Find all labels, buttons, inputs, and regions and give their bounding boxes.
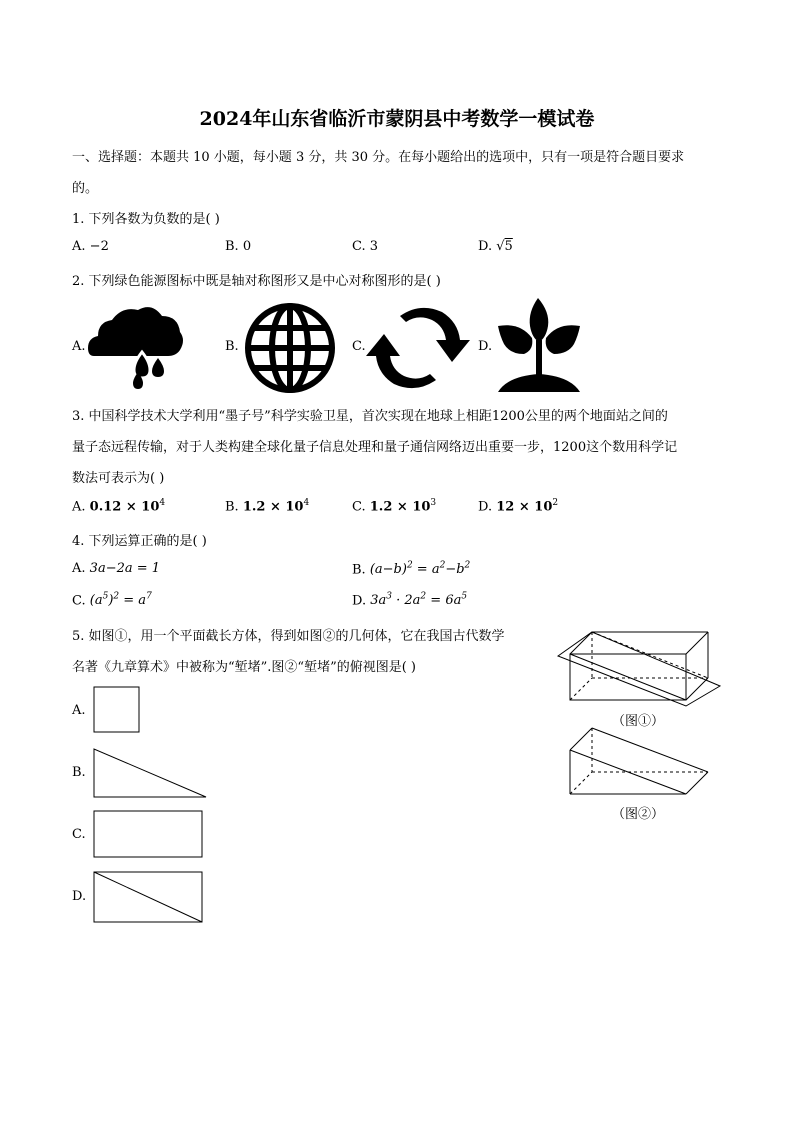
q3-option-a (72, 498, 165, 514)
page-title: 2024年山东省临沂市蒙阴县中考数学一模试卷 (199, 108, 595, 130)
q4-option-b (352, 561, 470, 577)
q3-option-c-value: 1.2 × 10 (369, 499, 431, 515)
q4-option-a-letter: A. (72, 561, 86, 576)
globe-icon (244, 302, 336, 394)
q1-option-a-value: −2 (89, 239, 109, 254)
q1-option-c-letter: C. (352, 239, 366, 254)
q5-option-a-square (93, 686, 141, 734)
q4-option-a-expr: 3a−2a = 1 (89, 561, 161, 576)
q3-option-a-letter: A. (72, 499, 86, 515)
q3-stem-line1: 3. 中国科学技术大学利用“墨子号”科学实验卫星，首次实现在地球上相距1200公里的两个地面站之间的 (72, 409, 668, 424)
q3-option-a-value: 0.12 × 10 (89, 499, 160, 515)
q4-option-b-part2: = a (412, 562, 440, 578)
recycle-arrows-icon (366, 300, 470, 396)
sqrt-symbol: √ (496, 239, 505, 254)
q2-option-d-letter: D. (478, 339, 493, 354)
q4-option-d-exp3: 5 (461, 592, 468, 602)
q4-option-d-exp2: 2 (420, 592, 427, 602)
q4-option-c-exp3: 7 (146, 592, 152, 602)
figure-2-wedge (566, 724, 712, 796)
q2-option-a-letter: A. (72, 339, 86, 354)
q4-option-c (72, 592, 152, 608)
q1-option-c (352, 239, 378, 254)
q1-option-d-letter: D. (478, 239, 493, 254)
q4-option-b-part3: −b (445, 562, 465, 578)
q3-option-b-value: 1.2 × 10 (242, 499, 304, 515)
q5-option-d-rectangle-diagonal (93, 871, 205, 925)
section-heading-line2: 的。 (72, 181, 99, 196)
q5-option-c-letter: C. (72, 827, 86, 842)
q1-option-a-letter: A. (72, 239, 86, 254)
q1-option-b-value: 0 (242, 239, 252, 254)
figure-1-cuboid-section (556, 626, 722, 706)
q2-stem: 2. 下列绿色能源图标中既是轴对称图形又是中心对称图形的是( ) (72, 274, 441, 289)
q4-option-b-exp3: 2 (464, 561, 471, 571)
figure-1-caption: （图①） (612, 714, 665, 729)
q4-option-d-part2: · 2a (392, 593, 421, 609)
q1-option-d (478, 239, 513, 254)
q4-option-d-part3: = 6a (426, 593, 462, 609)
q4-option-b-part1: (a−b) (369, 562, 407, 578)
q3-option-b (225, 498, 309, 514)
q4-option-c-part1: (a (89, 593, 103, 609)
q3-option-d-value: 12 × 10 (496, 499, 553, 515)
q1-option-c-value: 3 (369, 239, 379, 254)
q3-option-d (478, 498, 558, 514)
q1-option-a (72, 239, 109, 254)
q3-option-d-exponent: 2 (552, 498, 559, 508)
q5-stem-line1: 5. 如图①，用一个平面截长方体，得到如图②的几何体，它在我国古代数学 (72, 629, 505, 644)
q3-option-b-exponent: 4 (303, 498, 310, 508)
q4-option-c-letter: C. (72, 593, 86, 609)
q3-option-c-letter: C. (352, 499, 366, 515)
sprout-plant-icon (494, 296, 584, 394)
q4-option-d (352, 592, 467, 608)
q5-stem-line2: 名著《九章算术》中被称为“堑堵”.图②“堑堵”的俯视图是( ) (72, 660, 416, 675)
q2-option-b-letter: B. (225, 339, 239, 354)
q4-option-b-letter: B. (352, 562, 366, 578)
q3-option-d-letter: D. (478, 499, 493, 515)
q4-option-a (72, 561, 160, 576)
q2-option-c-letter: C. (352, 339, 366, 354)
q4-option-d-part1: 3a (370, 593, 387, 609)
q3-option-b-letter: B. (225, 499, 239, 515)
q4-option-d-letter: D. (352, 593, 367, 609)
q3-stem-line3: 数法可表示为( ) (72, 471, 165, 486)
cloud-rain-icon (86, 300, 186, 392)
q4-option-b-exp2: 2 (439, 561, 446, 571)
q4-option-c-exp1: 5 (102, 592, 109, 602)
q3-option-c (352, 498, 436, 514)
q5-option-b-right-triangle (93, 748, 209, 800)
q4-stem: 4. 下列运算正确的是( ) (72, 534, 207, 549)
q4-option-c-part3: = a (119, 593, 147, 609)
q1-option-b-letter: B. (225, 239, 239, 254)
q1-stem: 1. 下列各数为负数的是( ) (72, 212, 220, 227)
q3-stem-line2: 量子态远程传输，对于人类构建全球化量子信息处理和量子通信网络迈出重要一步，1200这个数用科学记 (72, 440, 678, 455)
q1-option-b (225, 239, 251, 254)
q4-option-c-part2: ) (108, 593, 114, 609)
q4-option-b-exp1: 2 (406, 561, 413, 571)
q5-option-c-rectangle (93, 810, 205, 860)
section-heading-line1: 一、选择题：本题共 10 小题，每小题 3 分，共 30 分。在每小题给出的选项中，只有一项是符合题目要求 (72, 150, 685, 165)
q5-option-a-letter: A. (72, 703, 86, 718)
q3-option-c-exponent: 3 (430, 498, 437, 508)
q5-option-d-letter: D. (72, 889, 87, 904)
figure-2-caption: （图②） (612, 807, 665, 822)
q1-option-d-value: 5 (504, 239, 513, 254)
q5-option-b-letter: B. (72, 765, 86, 780)
q3-option-a-exponent: 4 (159, 498, 166, 508)
q4-option-d-exp1: 3 (386, 592, 392, 602)
q4-option-c-exp2: 2 (113, 592, 120, 602)
